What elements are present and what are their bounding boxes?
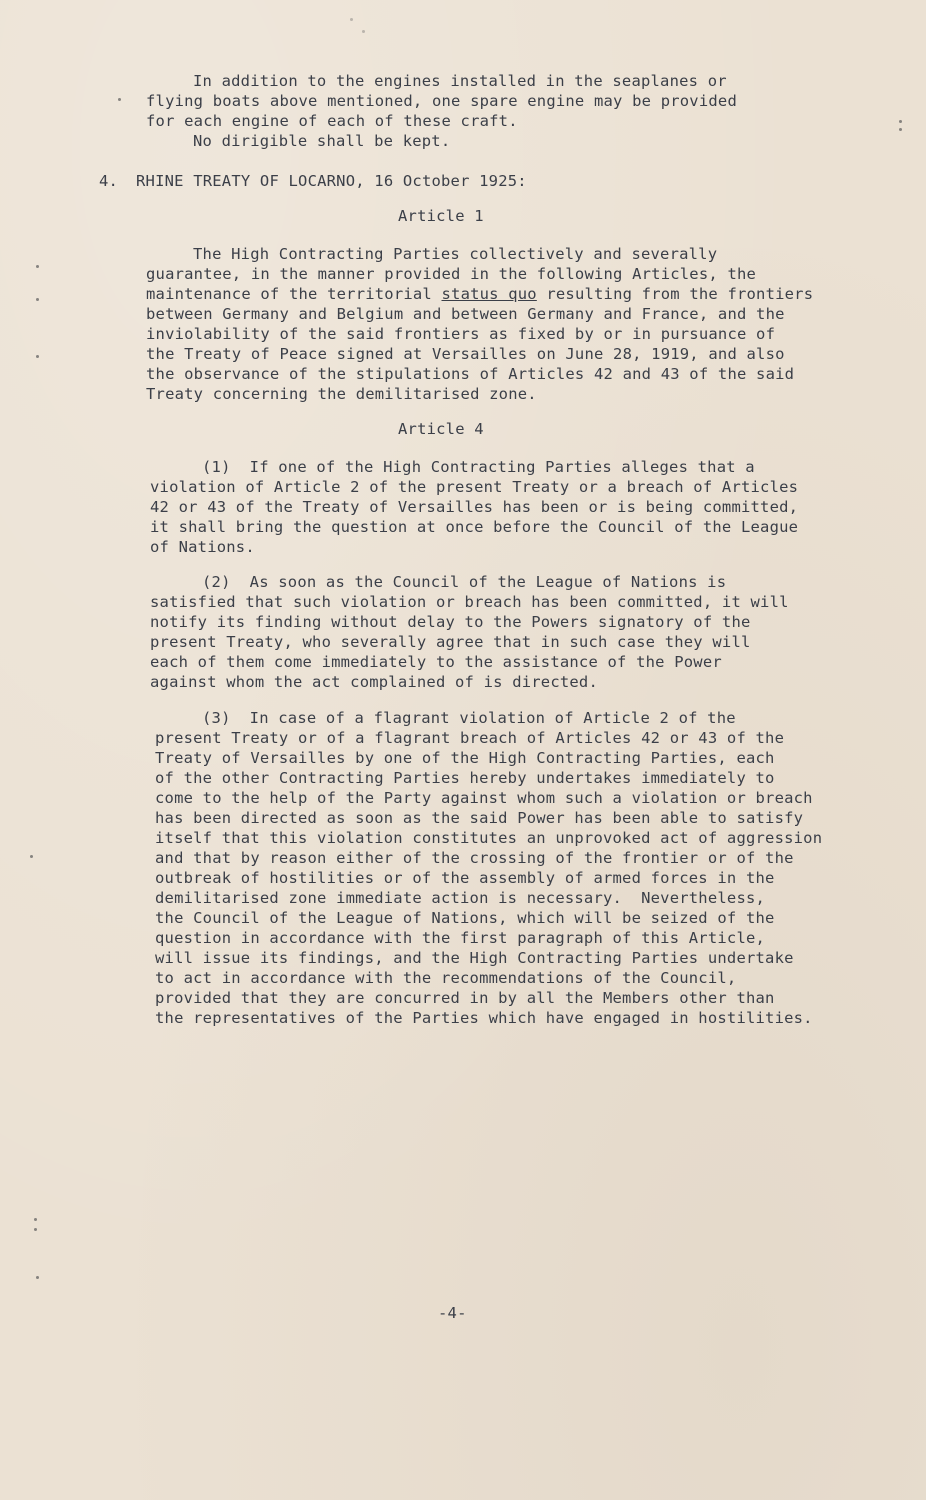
paper-speck (118, 98, 121, 101)
intro-line-1: In addition to the engines installed in the seaplanes or (193, 72, 727, 90)
article-1-line-7: the observance of the stipulations of Articles 42 and 43 of the said (146, 365, 795, 383)
intro-line-3: for each engine of each of these craft. (146, 112, 518, 130)
article-4-p3-line-8: and that by reason either of the crossing of the frontier or of the (155, 849, 794, 867)
paper-speck (350, 18, 353, 21)
article-4-p3-line-5: come to the help of the Party against whom such a violation or breach (155, 789, 813, 807)
article-4-p3-line-9: outbreak of hostilities or of the assembly of armed forces in the (155, 869, 775, 887)
article-4-p3-line-16: the representatives of the Parties which have engaged in hostilities. (155, 1009, 813, 1027)
paper-speck (899, 128, 902, 131)
article-4-p3-line-2: present Treaty or of a flagrant breach of Articles 42 or 43 of the (155, 729, 785, 747)
paper-speck (36, 355, 39, 358)
article-4-p3-line-3: Treaty of Versailles by one of the High Contracting Parties, each (155, 749, 775, 767)
article-4-p3-line-13: will issue its findings, and the High Contracting Parties undertake (155, 949, 794, 967)
article-4-p1-line-1: (1) If one of the High Contracting Parties alleges that a (202, 458, 755, 476)
article-4-p1-line-4: it shall bring the question at once before the Council of the League (150, 518, 799, 536)
article-1-line-5: inviolability of the said frontiers as fixed by or in pursuance of (146, 325, 776, 343)
article-4-p2-line-3: notify its finding without delay to the Powers signatory of the (150, 613, 751, 631)
article-4-p3-line-11: the Council of the League of Nations, which will be seized of the (155, 909, 775, 927)
article-4-p1-line-5: of Nations. (150, 538, 255, 556)
paper-speck (899, 120, 902, 123)
paper-speck (30, 855, 33, 858)
article-1-line-2: guarantee, in the manner provided in the following Articles, the (146, 265, 757, 283)
article-4-p3-line-6: has been directed as soon as the said Power has been able to satisfy (155, 809, 804, 827)
article-4-p2-line-2: satisfied that such violation or breach has been committed, it will (150, 593, 789, 611)
section-title: RHINE TREATY OF LOCARNO, 16 October 1925: (136, 172, 527, 190)
paper-speck (36, 1276, 39, 1279)
article-1-line-3-end: resulting from the frontiers (536, 285, 814, 303)
paper-speck (362, 30, 365, 33)
article-4-p2-line-6: against whom the act complained of is directed. (150, 673, 598, 691)
article-4-p2-line-5: each of them come immediately to the assistance of the Power (150, 653, 722, 671)
article-4-p2-line-4: present Treaty, who severally agree that in such case they will (150, 633, 751, 651)
article-1-heading: Article 1 (398, 207, 484, 225)
article-1-line-6: the Treaty of Peace signed at Versailles on June 28, 1919, and also (146, 345, 785, 363)
article-4-p1-line-3: 42 or 43 of the Treaty of Versailles has been or is being committed, (150, 498, 799, 516)
article-4-p3-line-10: demilitarised zone immediate action is necessary. Nevertheless, (155, 889, 766, 907)
intro-line-2: flying boats above mentioned, one spare engine may be provided (146, 92, 737, 110)
article-1-line-1: The High Contracting Parties collectively and severally (193, 245, 718, 263)
section-number: 4. (99, 172, 119, 190)
article-1-line-4: between Germany and Belgium and between Germany and France, and the (146, 305, 785, 323)
article-1-line-3 (146, 284, 813, 304)
article-1-line-8: Treaty concerning the demilitarised zone. (146, 385, 537, 403)
article-4-p3-line-7: itself that this violation constitutes an unprovoked act of aggression (155, 829, 823, 847)
article-4-p3-line-15: provided that they are concurred in by all the Members other than (155, 989, 775, 1007)
intro-line-4: No dirigible shall be kept. (193, 132, 451, 150)
article-4-p1-line-2: violation of Article 2 of the present Treaty or a breach of Articles (150, 478, 799, 496)
paper-speck (36, 298, 39, 301)
article-4-p3-line-14: to act in accordance with the recommendations of the Council, (155, 969, 737, 987)
article-4-p2-line-1: (2) As soon as the Council of the League of Nations is (202, 573, 727, 591)
article-4-p3-line-12: question in accordance with the first paragraph of this Article, (155, 929, 766, 947)
article-1-line-3-start: maintenance of the territorial (146, 285, 442, 303)
paper-speck (34, 1218, 37, 1221)
status-quo-underlined: status quo (441, 285, 537, 303)
paper-speck (36, 265, 39, 268)
paper-speck (34, 1228, 37, 1231)
article-4-heading: Article 4 (398, 420, 484, 438)
article-4-p3-line-1: (3) In case of a flagrant violation of Article 2 of the (202, 709, 736, 727)
page-number: -4- (438, 1304, 467, 1322)
article-4-p3-line-4: of the other Contracting Parties hereby undertakes immediately to (155, 769, 775, 787)
